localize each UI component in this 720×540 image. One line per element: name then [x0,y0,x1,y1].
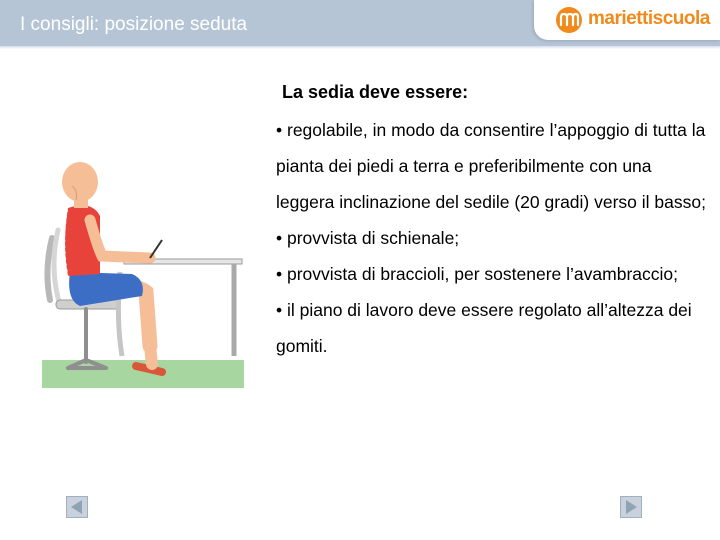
previous-button[interactable] [66,496,88,518]
list-item: • il piano di lavoro deve essere regolato all’altezza dei gomiti. [276,300,692,356]
next-button[interactable] [620,496,642,518]
header-bar [0,0,720,46]
previous-arrow-icon [67,497,87,517]
slide-title: I consigli: posizione seduta [20,14,248,35]
header-divider [0,46,720,49]
list-item: • provvista di schienale; [276,228,460,248]
list-item: • regolabile, in modo da consentire l’appoggio di tutta la pianta dei piedi a terra e preferibilmente con una leggera inclinazione del sedile (20 gradi) verso il basso; [276,120,706,212]
list-item: • provvista di braccioli, per sostenere l’avambraccio; [276,264,678,284]
content-heading: La sedia deve essere: [282,82,469,102]
seated-person-at-desk-illustration [38,160,248,397]
logo-wordmark: mariettiscuola [588,8,710,29]
next-arrow-icon [621,497,641,517]
publisher-logo [534,0,720,40]
bullet-list [276,112,706,364]
mm-logo-icon [556,7,582,33]
